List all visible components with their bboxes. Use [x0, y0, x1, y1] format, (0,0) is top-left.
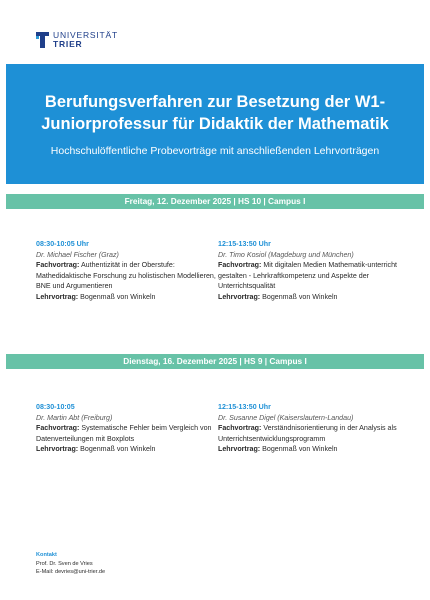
day2-banner: Dienstag, 16. Dezember 2025 | HS 9 | Campus I: [6, 354, 424, 369]
lehrvortrag-label: Lehrvortrag:: [218, 292, 261, 301]
talk-speaker: Dr. Martin Abt (Freiburg): [36, 413, 113, 422]
talk-fischer: [36, 239, 216, 302]
university-logo-mark: [36, 32, 49, 48]
talk-lehrvortrag: [36, 292, 216, 303]
contact-heading: Kontakt: [36, 552, 57, 558]
university-logo: [36, 30, 118, 50]
talk-fachvortrag: [218, 423, 398, 444]
talk-kosiol: [218, 239, 398, 302]
lehrvortrag-text: Bogenmaß von Winkeln: [80, 292, 156, 301]
talk-fachvortrag: [36, 423, 216, 444]
fachvortrag-text: Authentizität in der Oberstufe: Mathedidaktische Forschung zu holistischen Modellieren, BNE und Argumentieren: [36, 261, 216, 290]
university-logo-text: [53, 31, 118, 49]
title-line-1: Berufungsverfahren zur Besetzung der W1-: [44, 93, 386, 111]
contact-name: Prof. Dr. Sven de Vries: [36, 560, 93, 567]
fachvortrag-label: Fachvortrag:: [218, 424, 262, 432]
page-subtitle: Hochschulöffentliche Probevorträge mit anschließenden Lehrvorträgen: [50, 145, 380, 157]
lehrvortrag-label: Lehrvortrag:: [36, 445, 79, 453]
lehrvortrag-text: Bogenmaß von Winkeln: [262, 292, 338, 301]
hero-banner: [6, 64, 424, 184]
talk-lehrvortrag: [218, 292, 398, 303]
contact-email: E-Mail: devries@uni-trier.de: [36, 569, 106, 575]
page-title: [6, 64, 424, 135]
lehrvortrag-label: Lehrvortrag:: [218, 445, 261, 453]
talk-digel: [218, 402, 398, 455]
day1-banner: Freitag, 12. Dezember 2025 | HS 10 | Campus I: [6, 194, 424, 209]
fachvortrag-label: Fachvortrag:: [218, 261, 262, 269]
talk-time: 12:15-13:50 Uhr: [218, 240, 271, 248]
talk-abt: [36, 402, 216, 455]
talk-time: 08:30-10:05 Uhr: [36, 240, 89, 248]
fachvortrag-label: Fachvortrag:: [36, 261, 80, 269]
talk-fachvortrag: [36, 260, 216, 292]
fachvortrag-text: Verständnisorientierung in der Analysis als Unterrichtsentwicklungsprogramm: [218, 424, 397, 443]
contact-block: [36, 551, 105, 577]
logo-line-1: UNIVERSITÄT: [53, 30, 119, 40]
lehrvortrag-text: Bogenmaß von Winkeln: [262, 445, 338, 453]
lehrvortrag-label: Lehrvortrag:: [36, 292, 79, 301]
talk-fachvortrag: [218, 260, 398, 292]
talk-speaker: Dr. Timo Kosiol (Magdeburg und München): [218, 250, 354, 259]
fachvortrag-text: Mit digitalen Medien Mathematik-unterricht gestalten - Lehrkraftkompetenz und Aspekte der Unterrichtsqualität: [218, 261, 397, 290]
fachvortrag-label: Fachvortrag:: [36, 424, 80, 432]
lehrvortrag-text: Bogenmaß von Winkeln: [80, 445, 156, 453]
talk-time: 12:15-13:50 Uhr: [218, 403, 271, 411]
talk-speaker: Dr. Susanne Digel (Kaiserslautern-Landau): [218, 413, 354, 422]
talk-lehrvortrag: [218, 444, 398, 455]
title-line-2: Juniorprofessur für Didaktik der Mathematik: [41, 115, 389, 133]
talk-lehrvortrag: [36, 444, 216, 455]
fachvortrag-text: Systematische Fehler beim Vergleich von Datenverteilungen mit Boxplots: [36, 424, 212, 443]
logo-line-2: TRIER: [53, 39, 83, 49]
talk-speaker: Dr. Michael Fischer (Graz): [36, 250, 119, 259]
talk-time: 08:30-10:05: [36, 403, 75, 411]
